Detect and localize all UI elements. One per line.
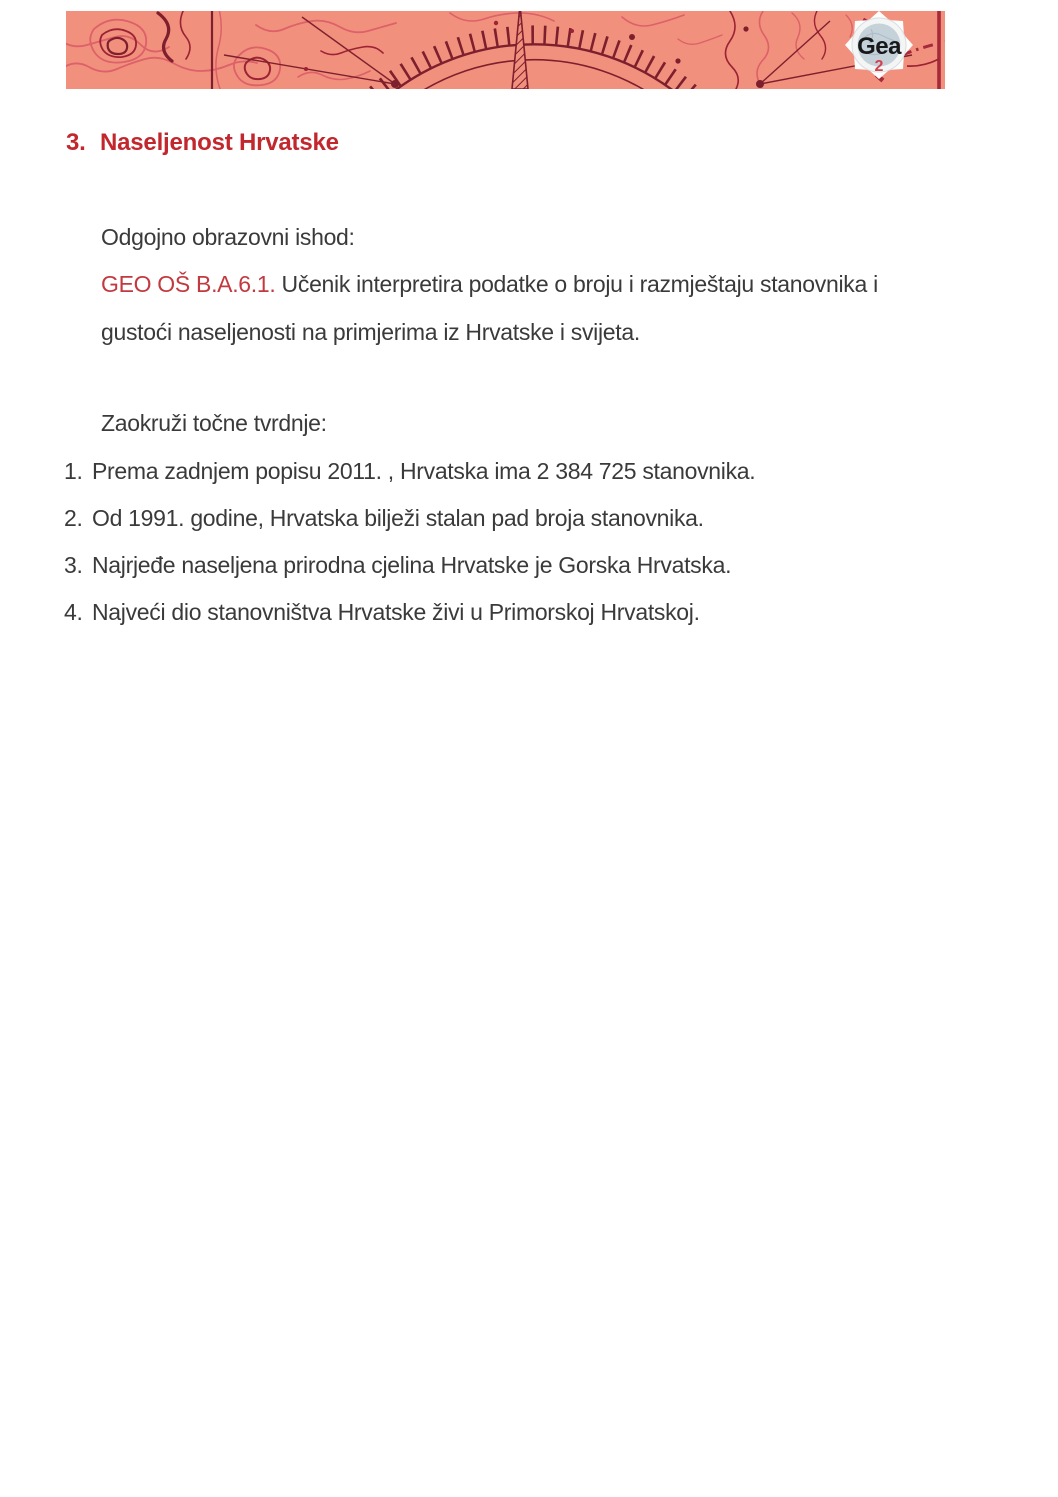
item-text: Prema zadnjem popisu 2011. , Hrvatska ima 2 384 725 stanovnika. xyxy=(92,458,756,484)
header-banner xyxy=(66,11,945,89)
task-instruction: Zaokruži točne tvrdnje: xyxy=(101,410,327,436)
outcome-text: Učenik interpretira podatke o broju i razmještaju stanovnika i xyxy=(275,271,878,297)
outcome-label: Odgojno obrazovni ishod: xyxy=(101,224,355,250)
list-item xyxy=(64,598,700,626)
list-item xyxy=(64,551,731,579)
item-text: Najveći dio stanovništva Hrvatske živi u Primorskoj Hrvatskoj. xyxy=(92,599,700,625)
outcome-statement-line2: gustoći naseljenosti na primjerima iz Hrvatske i svijeta. xyxy=(101,319,640,345)
item-number: 4. xyxy=(64,599,83,625)
gea-logo xyxy=(845,11,913,79)
title-number: 3. xyxy=(66,129,86,156)
list-item xyxy=(64,504,704,532)
map-banner-art xyxy=(66,11,945,89)
item-text: Od 1991. godine, Hrvatska bilježi stalan pad broja stanovnika. xyxy=(92,505,704,531)
logo-text: Gea xyxy=(857,33,901,60)
list-item xyxy=(64,457,755,485)
item-number: 2. xyxy=(64,505,83,531)
outcome-code: GEO OŠ B.A.6.1. xyxy=(101,271,276,297)
page-title xyxy=(66,129,339,157)
item-text: Najrjeđe naseljena prirodna cjelina Hrvatske je Gorska Hrvatska. xyxy=(92,552,732,578)
outcome-statement-line1 xyxy=(101,270,878,298)
title-text: Naseljenost Hrvatske xyxy=(100,129,339,156)
item-number: 1. xyxy=(64,458,83,484)
logo-number: 2 xyxy=(874,58,884,75)
item-number: 3. xyxy=(64,552,83,578)
banner-background xyxy=(66,11,945,89)
